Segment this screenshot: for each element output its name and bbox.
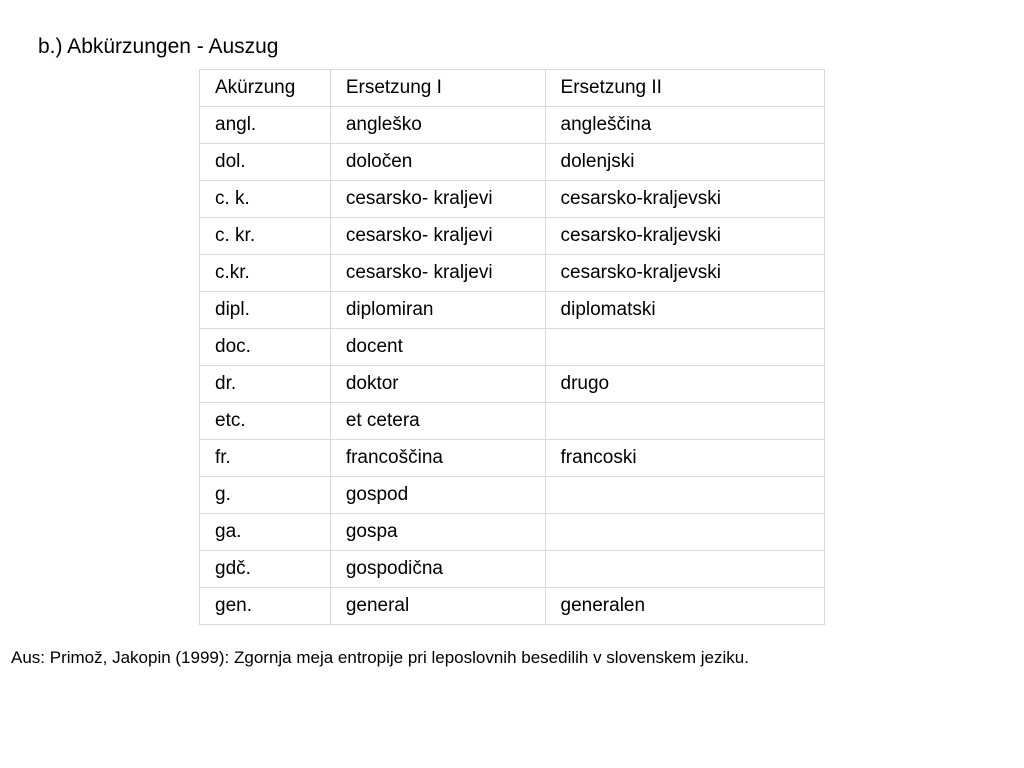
column-header-replacement-2: Ersetzung II [545,70,824,107]
table-cell: et cetera [330,403,545,440]
table-cell: gospod [330,477,545,514]
table-cell: dol. [200,144,331,181]
table-row [200,218,825,255]
column-header-abbreviation: Akürzung [200,70,331,107]
table-row [200,181,825,218]
table-row [200,588,825,625]
source-citation: Aus: Primož, Jakopin (1999): Zgornja meja entropije pri leposlovnih besedilih v slovenskem jeziku. [11,648,749,667]
table-cell: c.kr. [200,255,331,292]
table-cell: etc. [200,403,331,440]
table-cell: doktor [330,366,545,403]
table-cell: c. k. [200,181,331,218]
table-cell: angleščina [545,107,824,144]
table-row [200,403,825,440]
table-cell: gen. [200,588,331,625]
table-cell: cesarsko- kraljevi [330,181,545,218]
table-cell: cesarsko- kraljevi [330,255,545,292]
table-cell: docent [330,329,545,366]
table-cell: dr. [200,366,331,403]
table-row [200,514,825,551]
table-cell: g. [200,477,331,514]
table-header-row [200,70,825,107]
table-cell: fr. [200,440,331,477]
table-cell: ga. [200,514,331,551]
table-cell: gospa [330,514,545,551]
table-cell: cesarsko- kraljevi [330,218,545,255]
table-cell: generalen [545,588,824,625]
table-row [200,477,825,514]
table-cell [545,477,824,514]
table-cell: diplomatski [545,292,824,329]
table-row [200,144,825,181]
table-cell [545,514,824,551]
table-cell: angl. [200,107,331,144]
table-cell: gdč. [200,551,331,588]
table-row [200,255,825,292]
table-cell: cesarsko-kraljevski [545,255,824,292]
table-row [200,440,825,477]
table-row [200,366,825,403]
table-cell: gospodična [330,551,545,588]
table-cell: dolenjski [545,144,824,181]
table-cell: cesarsko-kraljevski [545,218,824,255]
column-header-replacement-1: Ersetzung I [330,70,545,107]
table-row [200,551,825,588]
table-row [200,329,825,366]
table-cell: drugo [545,366,824,403]
table-row [200,107,825,144]
table-cell: cesarsko-kraljevski [545,181,824,218]
page-title: b.) Abkürzungen - Auszug [38,35,279,58]
table-cell: določen [330,144,545,181]
table-cell: francoski [545,440,824,477]
table-cell [545,551,824,588]
table-cell: diplomiran [330,292,545,329]
table-cell: angleško [330,107,545,144]
table-cell: francoščina [330,440,545,477]
table-cell [545,329,824,366]
table-cell: c. kr. [200,218,331,255]
table-row [200,292,825,329]
table-cell: doc. [200,329,331,366]
table-cell: general [330,588,545,625]
table-cell: dipl. [200,292,331,329]
abbreviation-table [199,69,825,625]
table-cell [545,403,824,440]
